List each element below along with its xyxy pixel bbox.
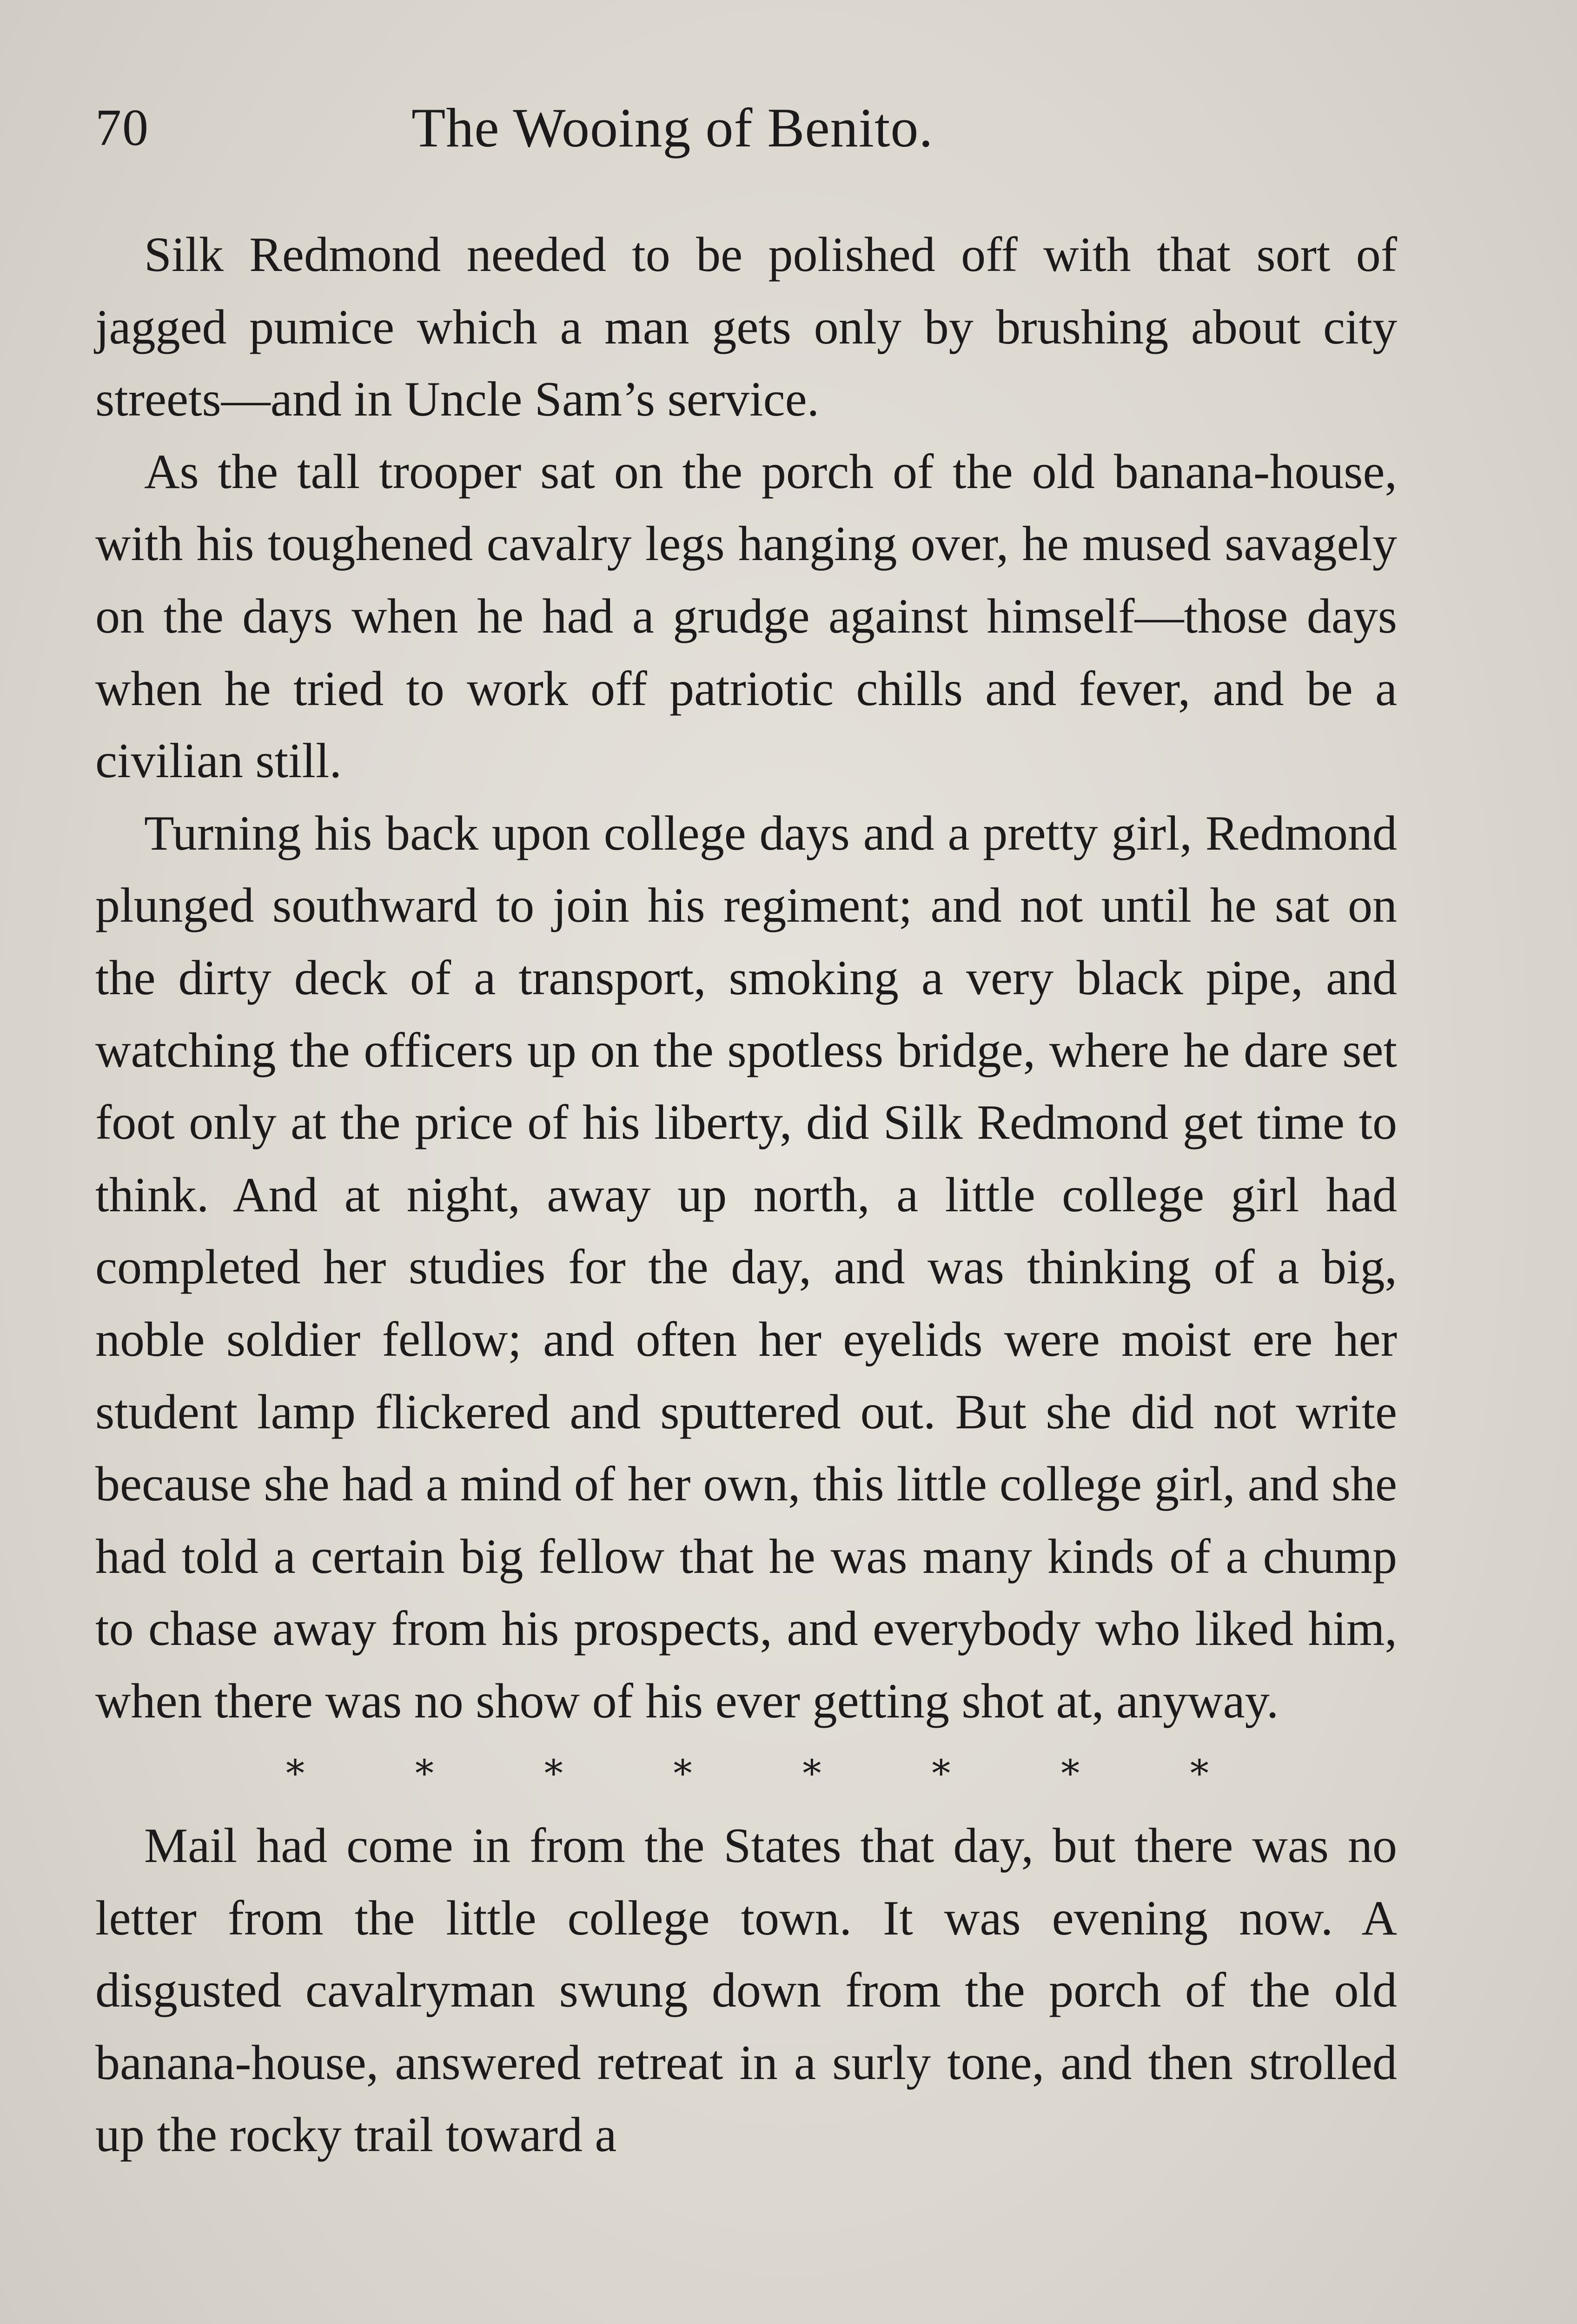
paragraph-4: Mail had come in from the States that day, but there was no letter from the little college town. It was evening now. A disgusted cavalryman swung down from the porch of the old banana-house, answered retreat in a surly tone, and then strolled up the rocky trail toward a <box>95 1818 1397 2162</box>
body-text <box>95 218 1397 2171</box>
separator-asterisk: * <box>1190 1751 1209 1795</box>
separator-asterisk: * <box>1061 1751 1080 1795</box>
paragraph-1: Silk Redmond needed to be polished off with that sort of jagged pumice which a man gets only by brushing about city streets—and in Uncle Sam’s service. <box>95 227 1397 427</box>
paragraph-3: Turning his back upon college days and a pretty girl, Redmond plunged southward to join his regiment; and not until he sat on the dirty deck of a transport, smoking a very black pipe, and watching the officers up on the spotless bridge, where he dare set foot only at the price of his liberty, did Silk Redmond get time to think. And at night, away up north, a little college girl had completed her studies for the day, and was thinking of a big, noble soldier fellow; and often her eyelids were moist ere her student lamp flickered and sputtered out. But she did not write because she had a mind of her own, this little college girl, and she had told a certain big fellow that he was many kinds of a chump to chase away from his prospects, and everybody who liked him, when there was no show of his ever getting shot at, anyway. <box>95 805 1397 1728</box>
separator-asterisk: * <box>544 1751 563 1795</box>
section-separator <box>95 1737 1397 1809</box>
separator-asterisk: * <box>673 1751 692 1795</box>
separator-asterisk: * <box>286 1751 305 1795</box>
running-title: The Wooing of Benito. <box>411 97 934 158</box>
separator-asterisk: * <box>415 1751 434 1795</box>
paragraph-2: As the tall trooper sat on the porch of the old banana-house, with his toughened cavalry legs hanging over, he mused savagely on the days when he had a grudge against himself—those days when he tried to work off patriotic chills and fever, and be a civilian still. <box>95 444 1397 788</box>
page-number: 70 <box>95 99 149 157</box>
separator-asterisk: * <box>802 1751 822 1795</box>
separator-asterisk: * <box>932 1751 951 1795</box>
running-header <box>95 95 1397 170</box>
